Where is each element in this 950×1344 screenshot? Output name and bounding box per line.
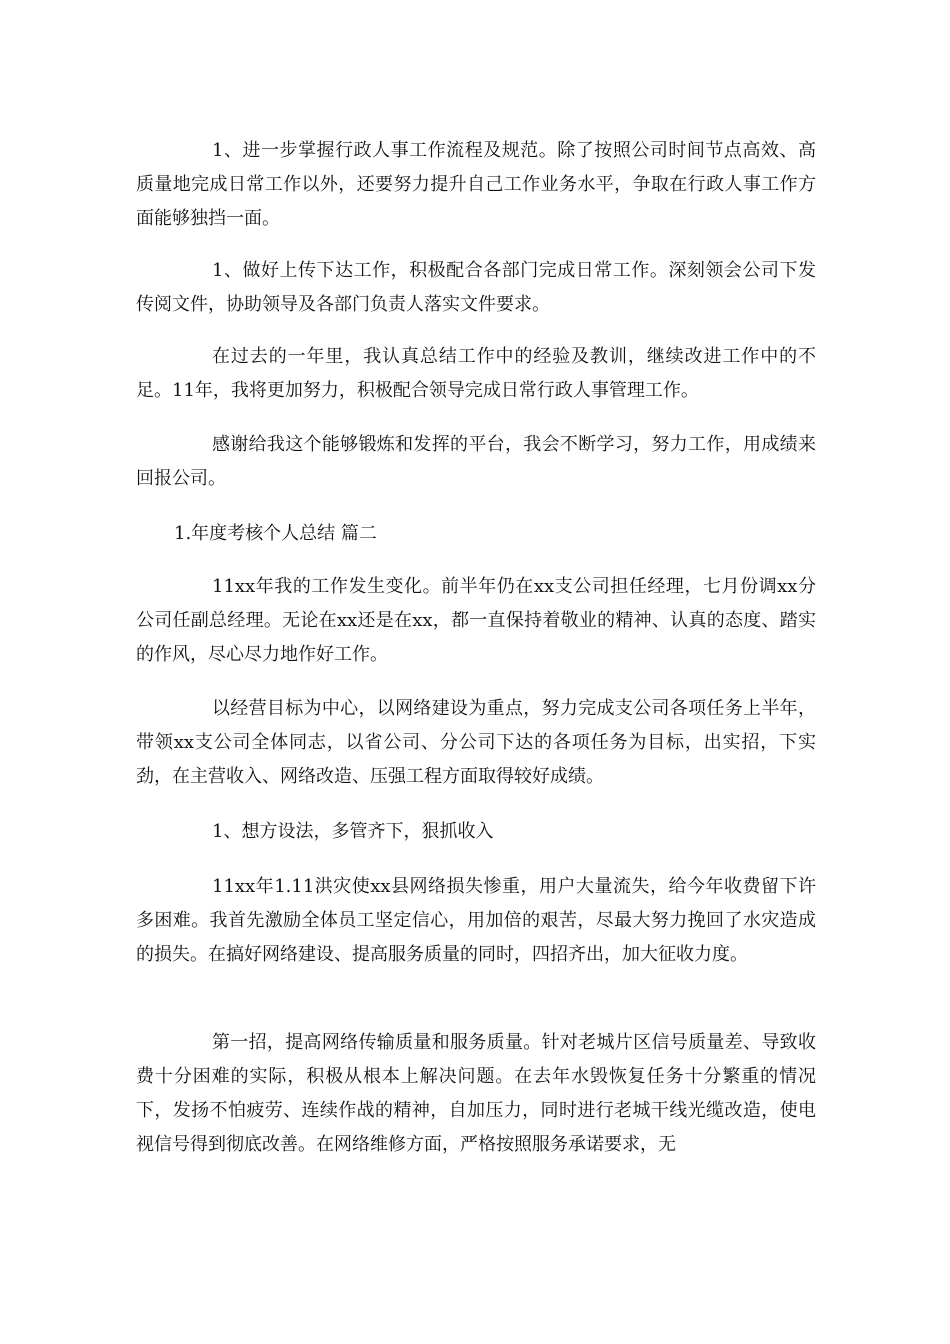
paragraph-3: 在过去的一年里，我认真总结工作中的经验及教训，继续改进工作中的不足。11年，我将更加努力，积极配合领导完成日常行政人事管理工作。 [136, 346, 816, 401]
subheading: 1、想方设法，多管齐下，狠抓收入 [212, 821, 494, 842]
section-heading: 1.年度考核个人总结 篇二 [174, 523, 377, 544]
paragraph-1: 1、进一步掌握行政人事工作流程及规范。除了按照公司时间节点高效、高质量地完成日常工作以外，还要努力提升自己工作业务水平，争取在行政人事工作方面能够独挡一面。 [136, 140, 816, 229]
paragraph-7: 11xx年1.11洪灾使xx县网络损失惨重，用户大量流失，给今年收费留下许多困难。我首先激励全体员工坚定信心，用加倍的艰苦，尽最大努力挽回了水灾造成的损失。在搞好网络建设、提高服务质量的同时，四招齐出，加大征收力度。 [136, 876, 816, 965]
paragraph-4: 感谢给我这个能够锻炼和发挥的平台，我会不断学习，努力工作，用成绩来回报公司。 [136, 434, 816, 489]
paragraph-6: 以经营目标为中心，以网络建设为重点，努力完成支公司各项任务上半年，带领xx支公司全体同志，以省公司、分公司下达的各项任务为目标，出实招，下实劲，在主营收入、网络改造、压强工程方面取得较好成绩。 [136, 698, 816, 787]
paragraph-8: 第一招，提高网络传输质量和服务质量。针对老城片区信号质量差、导致收费十分困难的实际，积极从根本上解决问题。在去年水毁恢复任务十分繁重的情况下，发扬不怕疲劳、连续作战的精神，自加压力，同时进行老城干线光缆改造，使电视信号得到彻底改善。在网络维修方面，严格按照服务承诺要求，无 [136, 1032, 816, 1155]
paragraph-5: 11xx年我的工作发生变化。前半年仍在xx支公司担任经理，七月份调xx分公司任副总经理。无论在xx还是在xx，都一直保持着敬业的精神、认真的态度、踏实的作风，尽心尽力地作好工作。 [136, 576, 816, 665]
paragraph-2: 1、做好上传下达工作，积极配合各部门完成日常工作。深刻领会公司下发传阅文件，协助领导及各部门负责人落实文件要求。 [136, 260, 816, 315]
